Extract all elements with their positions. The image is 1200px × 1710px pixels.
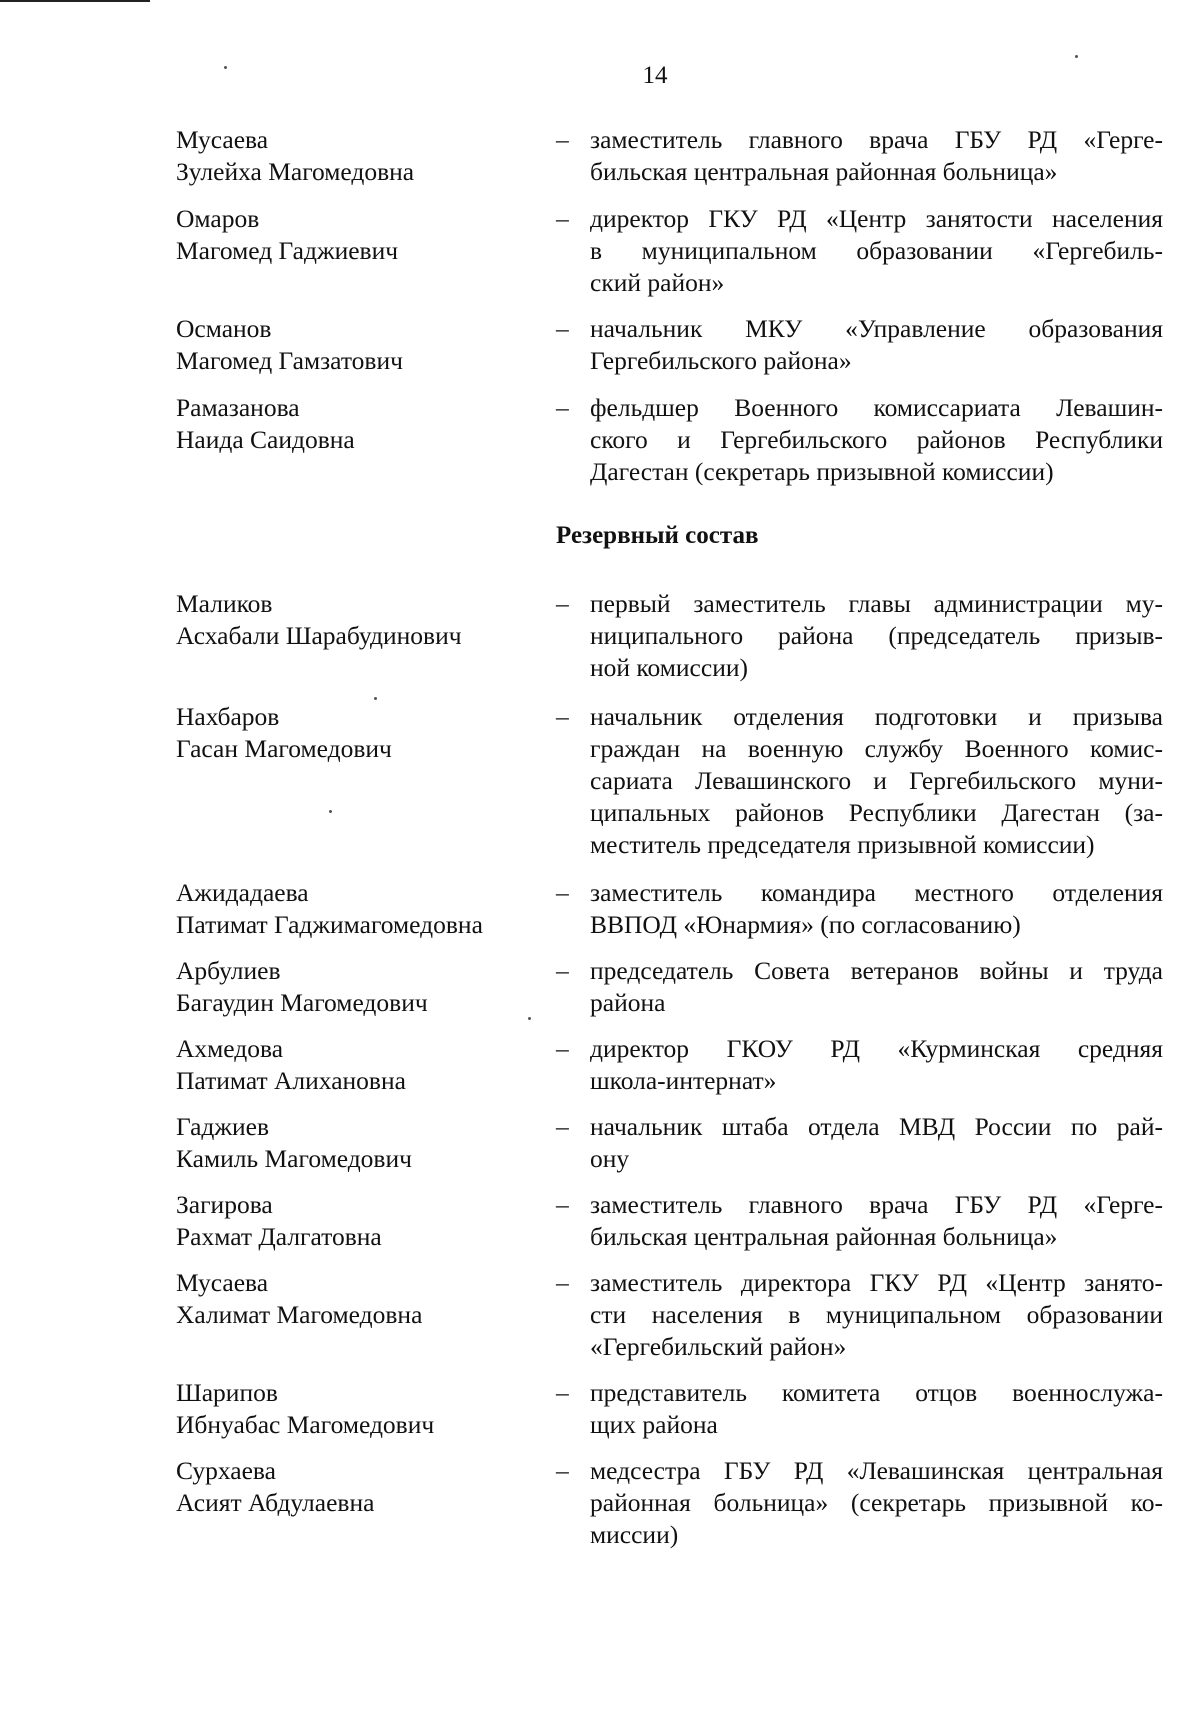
scan-edge-line xyxy=(0,0,150,2)
member-given-name: Наида Саидовна xyxy=(176,425,355,454)
position-line: в муниципальном образовании «Гергебиль- xyxy=(590,236,1163,265)
member-name xyxy=(176,1377,546,1441)
member-surname: Сурхаева xyxy=(176,1456,276,1485)
member-given-name: Рахмат Далгатовна xyxy=(176,1222,382,1251)
member-surname: Шарипов xyxy=(176,1378,278,1407)
member-position xyxy=(590,1455,1163,1551)
entry-dash: – xyxy=(556,702,569,731)
member-surname: Османов xyxy=(176,314,272,343)
entry-dash: – xyxy=(556,204,569,233)
position-line: председатель Совета ветеранов войны и труда xyxy=(590,956,1163,985)
member-surname: Ажидадаева xyxy=(176,878,309,907)
position-line: щих района xyxy=(590,1410,718,1439)
member-name xyxy=(176,203,546,267)
member-name xyxy=(176,392,546,456)
position-line: начальник МКУ «Управление образования xyxy=(590,314,1163,343)
entry-dash: – xyxy=(556,956,569,985)
position-line: заместитель директора ГКУ РД «Центр занято- xyxy=(590,1268,1163,1297)
reserve-section-heading: Резервный состав xyxy=(556,522,759,549)
member-given-name: Патимат Алихановна xyxy=(176,1066,406,1095)
member-position xyxy=(590,877,1163,941)
entry-dash: – xyxy=(556,1034,569,1063)
member-position xyxy=(590,1267,1163,1363)
entry-dash: – xyxy=(556,1268,569,1297)
entry-dash: – xyxy=(556,878,569,907)
position-line: ципальных районов Республики Дагестан (за- xyxy=(590,798,1163,827)
member-name xyxy=(176,124,546,188)
member-given-name: Камиль Магомедович xyxy=(176,1144,412,1173)
member-name xyxy=(176,1189,546,1253)
member-position xyxy=(590,588,1163,684)
position-line: ниципального района (председатель призыв- xyxy=(590,621,1163,650)
position-line: Гергебильского района» xyxy=(590,346,852,375)
member-surname: Загирова xyxy=(176,1190,273,1219)
member-surname: Омаров xyxy=(176,204,260,233)
position-line: заместитель главного врача ГБУ РД «Герге- xyxy=(590,1190,1163,1219)
position-line: Дагестан (секретарь призывной комиссии) xyxy=(590,457,1054,486)
member-position xyxy=(590,1033,1163,1097)
member-surname: Маликов xyxy=(176,589,273,618)
position-line: «Гергебильский район» xyxy=(590,1332,847,1361)
member-name xyxy=(176,877,546,941)
position-line: бильская центральная районная больница» xyxy=(590,1222,1058,1251)
member-name xyxy=(176,1111,546,1175)
member-position xyxy=(590,1377,1163,1441)
member-surname: Нахбаров xyxy=(176,702,280,731)
position-line: директор ГКУ РД «Центр занятости населения xyxy=(590,204,1163,233)
member-given-name: Зулейха Магомедовна xyxy=(176,157,415,186)
member-position xyxy=(590,701,1163,861)
position-line: фельдшер Военного комиссариата Левашин- xyxy=(590,393,1163,422)
member-name xyxy=(176,1033,546,1097)
member-given-name: Халимат Магомедовна xyxy=(176,1300,423,1329)
position-line: сариата Левашинского и Гергебильского муни- xyxy=(590,766,1163,795)
position-line: директор ГКОУ РД «Курминская средняя xyxy=(590,1034,1163,1063)
member-position xyxy=(590,1189,1163,1253)
member-position xyxy=(590,955,1163,1019)
scan-speck xyxy=(329,810,332,813)
member-name xyxy=(176,701,546,765)
member-surname: Арбулиев xyxy=(176,956,281,985)
entry-dash: – xyxy=(556,1456,569,1485)
position-line: граждан на военную службу Военного комис- xyxy=(590,734,1163,763)
position-line: ВВПОД «Юнармия» (по согласованию) xyxy=(590,910,1021,939)
position-line: ной комиссии) xyxy=(590,653,748,682)
member-given-name: Ибнуабас Магомедович xyxy=(176,1410,435,1439)
member-surname: Гаджиев xyxy=(176,1112,270,1141)
member-given-name: Гасан Магомедович xyxy=(176,734,392,763)
entry-dash: – xyxy=(556,1112,569,1141)
member-position xyxy=(590,1111,1163,1175)
scan-speck xyxy=(528,1017,531,1020)
position-line: ону xyxy=(590,1144,630,1173)
scan-speck xyxy=(374,697,377,700)
page-number: 14 xyxy=(642,62,668,89)
member-surname: Ахмедова xyxy=(176,1034,284,1063)
member-position xyxy=(590,124,1163,188)
member-given-name: Магомед Гамзатович xyxy=(176,346,403,375)
member-name xyxy=(176,1455,546,1519)
position-line: начальник отделения подготовки и призыва xyxy=(590,702,1163,731)
member-given-name: Патимат Гаджимагомедовна xyxy=(176,910,483,939)
position-line: сти населения в муниципальном образовании xyxy=(590,1300,1163,1329)
entry-dash: – xyxy=(556,589,569,618)
member-name xyxy=(176,1267,546,1331)
scan-speck xyxy=(1075,55,1078,58)
position-line: первый заместитель главы администрации му- xyxy=(590,589,1163,618)
position-line: районная больница» (секретарь призывной ко- xyxy=(590,1488,1163,1517)
position-line: района xyxy=(590,988,666,1017)
member-given-name: Багаудин Магомедович xyxy=(176,988,428,1017)
member-given-name: Асият Абдулаевна xyxy=(176,1488,375,1517)
member-name xyxy=(176,313,546,377)
member-position xyxy=(590,392,1163,488)
position-line: миссии) xyxy=(590,1520,679,1549)
position-line: ский район» xyxy=(590,268,725,297)
member-surname: Мусаева xyxy=(176,1268,269,1297)
position-line: начальник штаба отдела МВД России по рай- xyxy=(590,1112,1163,1141)
member-given-name: Асхабали Шарабудинович xyxy=(176,621,462,650)
member-position xyxy=(590,313,1163,377)
entry-dash: – xyxy=(556,393,569,422)
member-surname: Рамазанова xyxy=(176,393,300,422)
member-name xyxy=(176,955,546,1019)
position-line: заместитель командира местного отделения xyxy=(590,878,1163,907)
position-line: медсестра ГБУ РД «Левашинская центральная xyxy=(590,1456,1163,1485)
position-line: ского и Гергебильского районов Республики xyxy=(590,425,1163,454)
entry-dash: – xyxy=(556,125,569,154)
entry-dash: – xyxy=(556,1190,569,1219)
position-line: заместитель главного врача ГБУ РД «Герге- xyxy=(590,125,1163,154)
position-line: бильская центральная районная больница» xyxy=(590,157,1058,186)
member-position xyxy=(590,203,1163,299)
position-line: представитель комитета отцов военнослужа- xyxy=(590,1378,1163,1407)
member-given-name: Магомед Гаджиевич xyxy=(176,236,399,265)
member-name xyxy=(176,588,546,652)
entry-dash: – xyxy=(556,1378,569,1407)
member-surname: Мусаева xyxy=(176,125,269,154)
scan-speck xyxy=(224,66,227,69)
position-line: школа-интернат» xyxy=(590,1066,777,1095)
position-line: меститель председателя призывной комиссии) xyxy=(590,830,1095,859)
entry-dash: – xyxy=(556,314,569,343)
